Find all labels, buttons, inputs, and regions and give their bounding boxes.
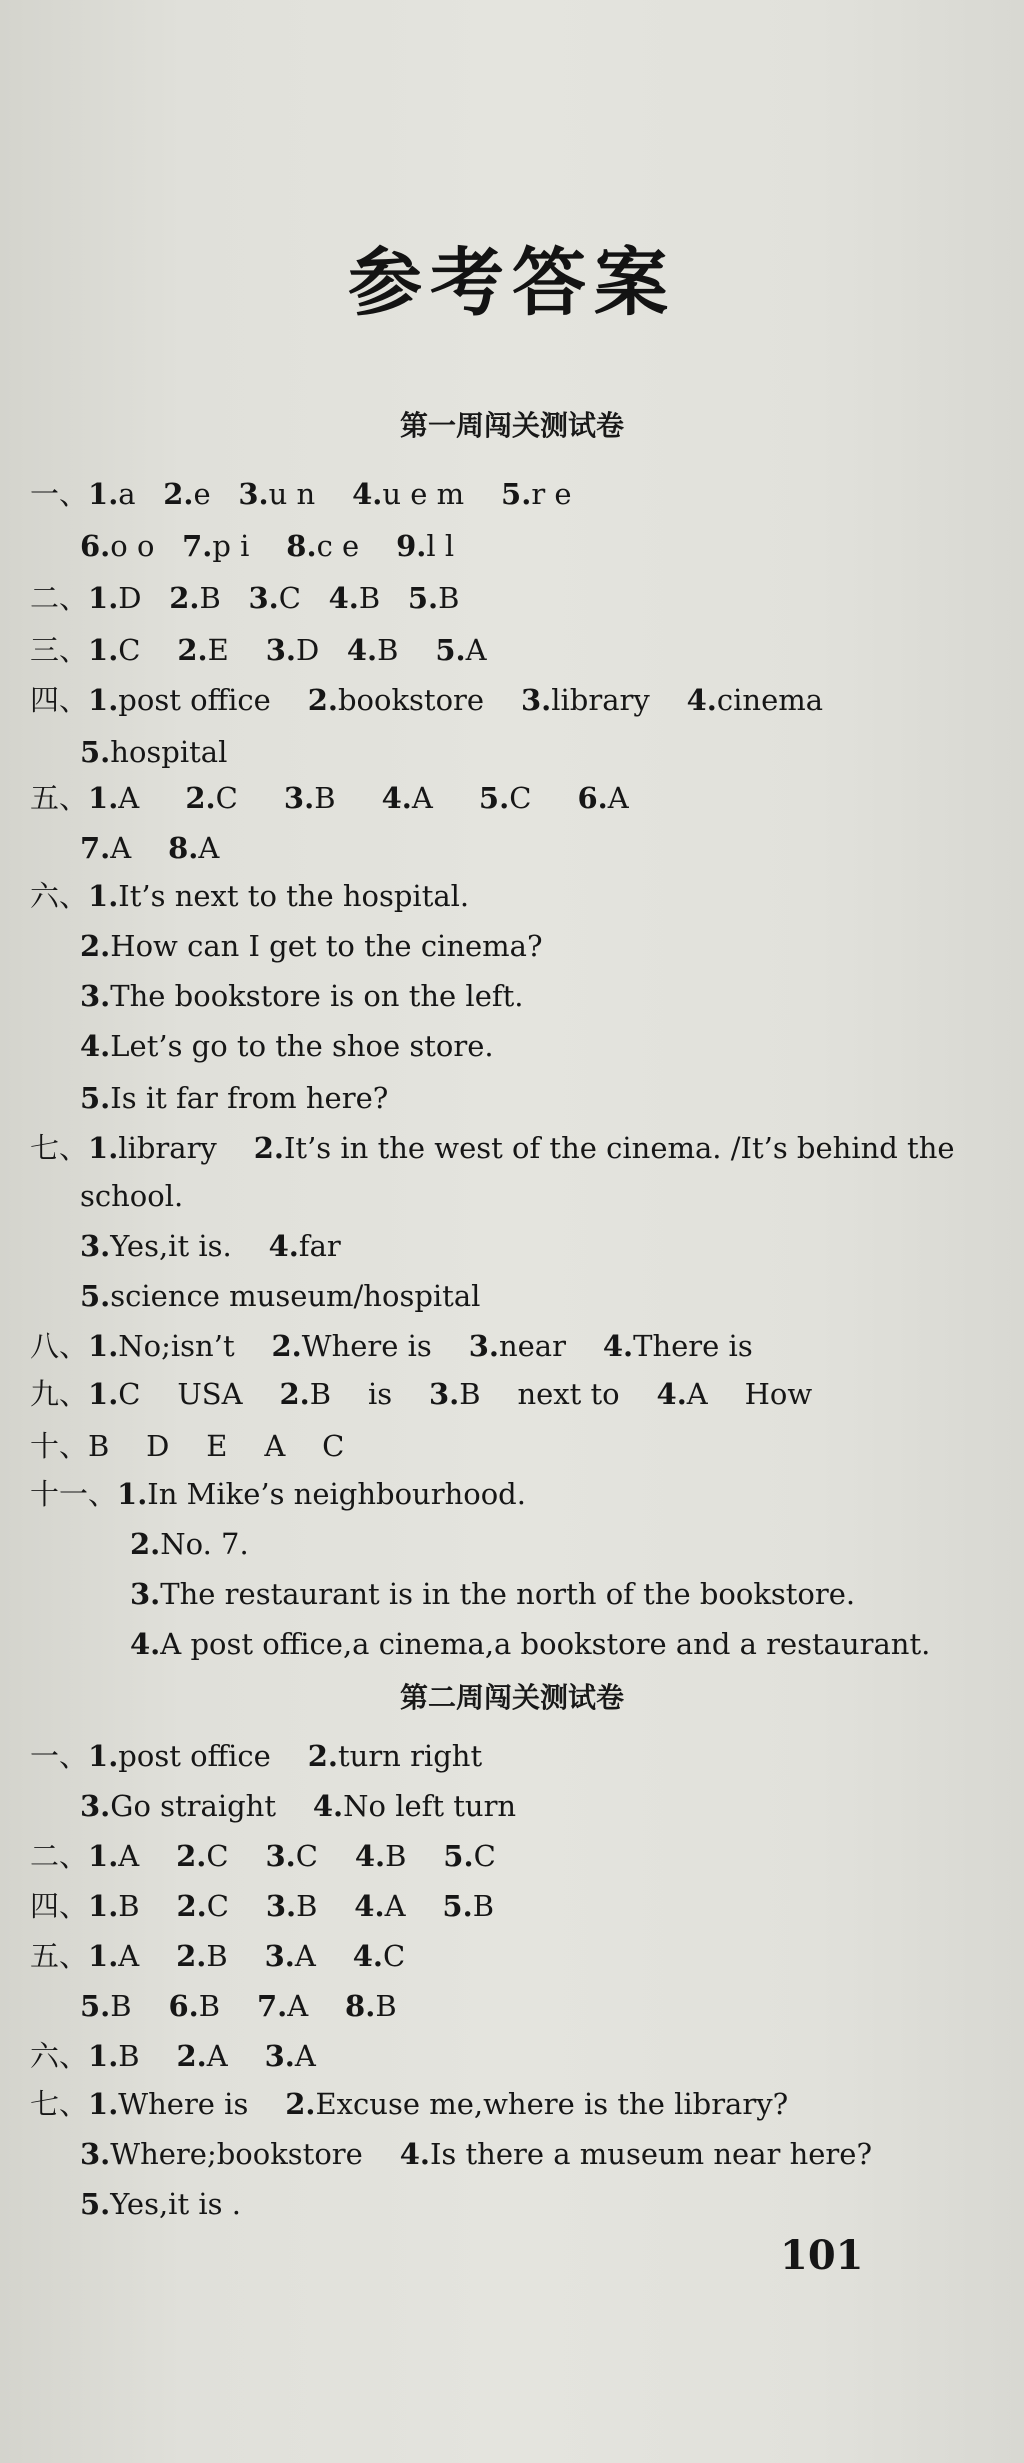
answer-text: B: [377, 633, 436, 667]
answer-text: science museum/hospital: [110, 1279, 481, 1313]
answer-text: Is it far from here?: [110, 1081, 389, 1115]
answer-text: B: [110, 1989, 169, 2023]
item-number: 3.: [80, 1229, 111, 1263]
answer-text: Let’s go to the shoe store.: [110, 1029, 494, 1063]
answer-text: In Mike’s neighbourhood.: [147, 1477, 526, 1511]
item-number: 3.: [265, 1889, 297, 1923]
item-number: 3.: [80, 2137, 111, 2171]
answer-text: B: [296, 1889, 355, 1923]
answer-text: cinema: [716, 683, 824, 717]
answer-text: 七、: [30, 2087, 89, 2121]
answer-text: A: [206, 2039, 265, 2073]
answer-text: No. 7.: [160, 1527, 249, 1561]
answer-text: A: [198, 831, 220, 865]
answer-text: l l: [426, 529, 455, 563]
item-number: 3.: [130, 1577, 161, 1611]
item-number: 1.: [117, 1477, 148, 1511]
answer-text: post office: [118, 1739, 308, 1773]
answer-text: o o: [110, 529, 183, 563]
item-number: 5.: [80, 735, 111, 769]
answer-text: 一、: [30, 477, 89, 511]
item-number: 4.: [328, 581, 359, 615]
answer-line: [30, 1328, 753, 1364]
answer-text: B: [385, 1839, 444, 1873]
answer-line: [30, 1888, 494, 1924]
item-number: 2.: [169, 581, 200, 615]
answer-text: Yes,it is .: [110, 2187, 241, 2221]
answer-text: B is: [309, 1377, 429, 1411]
answer-text: 十、B D E A C: [30, 1429, 345, 1463]
item-number: 1.: [88, 1329, 119, 1363]
answer-text: The bookstore is on the left.: [110, 979, 524, 1013]
answer-line: [80, 1080, 388, 1116]
answer-text: 二、: [30, 1839, 89, 1873]
answer-text: B: [198, 1989, 257, 2023]
item-number: 2.: [307, 683, 338, 717]
answer-text: A: [110, 831, 169, 865]
answer-line: [30, 1428, 344, 1464]
answer-line: [130, 1626, 930, 1662]
item-number: 1.: [88, 2039, 119, 2073]
item-number: 2.: [185, 781, 216, 815]
answer-text: library: [551, 683, 687, 717]
item-number: 5.: [501, 477, 532, 511]
item-number: 4.: [80, 1029, 111, 1063]
answer-text: Where;bookstore: [110, 2137, 400, 2171]
item-number: 3.: [238, 477, 269, 511]
week1-heading: 第一周闯关测试卷: [399, 409, 624, 442]
item-number: 2.: [177, 633, 208, 667]
answer-line: [80, 1178, 183, 1214]
item-number: 1.: [88, 879, 119, 913]
answer-text: 九、: [30, 1377, 89, 1411]
answer-text: B: [472, 1889, 494, 1923]
item-number: 1.: [88, 2087, 119, 2121]
item-number: 5.: [80, 1081, 111, 1115]
answer-text: e: [193, 477, 239, 511]
answer-text: 四、: [30, 1889, 89, 1923]
answer-text: No left turn: [343, 1789, 517, 1823]
answer-text: D: [118, 581, 170, 615]
answer-text: A: [287, 1989, 346, 2023]
answer-line: [80, 528, 454, 564]
answer-line: [30, 1738, 482, 1774]
item-number: 2.: [80, 929, 111, 963]
answer-line: [30, 682, 823, 718]
answer-text: 五、: [30, 1939, 89, 1973]
answer-text: 六、: [30, 879, 89, 913]
answer-text: u n: [268, 477, 353, 511]
item-number: 2.: [176, 1889, 207, 1923]
answer-text: B: [118, 1889, 177, 1923]
item-number: 1.: [88, 1889, 119, 1923]
answer-text: A post office,a cinema,a bookstore and a restaurant.: [160, 1627, 931, 1661]
item-number: 6.: [168, 1989, 199, 2023]
item-number: 4.: [268, 1229, 299, 1263]
answer-text: C USA: [118, 1377, 280, 1411]
answer-text: C: [295, 1839, 355, 1873]
item-number: 9.: [396, 529, 427, 563]
item-number: 2.: [176, 2039, 207, 2073]
answer-text: 四、: [30, 683, 89, 717]
answer-text: r e: [531, 477, 572, 511]
item-number: 7.: [182, 529, 213, 563]
item-number: 1.: [88, 633, 119, 667]
answer-text: 七、: [30, 1131, 89, 1165]
answer-text: C: [278, 581, 329, 615]
item-number: 4.: [354, 1839, 386, 1873]
item-number: 4.: [352, 1939, 383, 1973]
answer-line: [80, 1788, 516, 1824]
answer-line: [80, 1028, 494, 1064]
item-number: 2.: [279, 1377, 310, 1411]
answer-line: [30, 2038, 316, 2074]
answer-text: B: [438, 581, 460, 615]
answer-text: 八、: [30, 1329, 89, 1363]
answer-line: [30, 580, 459, 616]
answer-line: [80, 830, 219, 866]
answer-text: B: [375, 1989, 397, 2023]
item-number: 2.: [176, 1839, 207, 1873]
answer-text: B: [118, 2039, 177, 2073]
answer-text: No;isn’t: [118, 1329, 272, 1363]
answer-line: [30, 1838, 496, 1874]
answer-text: C: [509, 781, 578, 815]
answer-line: [130, 1576, 855, 1612]
answer-text: D: [295, 633, 347, 667]
item-number: 1.: [88, 581, 119, 615]
answer-line: [30, 2086, 788, 2122]
answer-line: [30, 780, 629, 816]
item-number: 2.: [253, 1131, 284, 1165]
item-number: 8.: [345, 1989, 376, 2023]
answer-text: p i: [212, 529, 287, 563]
answer-text: near: [498, 1329, 603, 1363]
answer-text: 二、: [30, 581, 89, 615]
answer-text: 三、: [30, 633, 89, 667]
item-number: 3.: [265, 1839, 296, 1873]
answer-text: Where is: [301, 1329, 469, 1363]
answer-text: A: [118, 1839, 177, 1873]
answer-text: c e: [316, 529, 397, 563]
answer-line: [80, 2186, 241, 2222]
answer-text: How can I get to the cinema?: [110, 929, 543, 963]
item-number: 4.: [312, 1789, 344, 1823]
answer-line: [80, 1228, 341, 1264]
answer-text: A: [118, 1939, 177, 1973]
item-number: 8.: [286, 529, 317, 563]
item-number: 3.: [283, 781, 315, 815]
page-title: 参考答案: [348, 240, 676, 326]
item-number: 2.: [271, 1329, 302, 1363]
item-number: 2.: [307, 1739, 338, 1773]
answer-text: A: [118, 781, 186, 815]
answer-text: B: [206, 1939, 265, 1973]
answer-text: B: [314, 781, 382, 815]
answer-text: A How: [686, 1377, 813, 1411]
item-number: 3.: [80, 979, 111, 1013]
answer-text: A: [294, 1939, 353, 1973]
answer-line: [80, 1988, 397, 2024]
item-number: 1.: [88, 1739, 119, 1773]
answer-text: Where is: [118, 2087, 286, 2121]
answer-line: [80, 734, 227, 770]
answer-text: Go straight: [110, 1789, 313, 1823]
answer-text: C: [206, 1839, 266, 1873]
item-number: 5.: [80, 1279, 111, 1313]
item-number: 3.: [264, 1939, 295, 1973]
item-number: 5.: [442, 1889, 473, 1923]
answer-text: library: [118, 1131, 254, 1165]
answer-text: bookstore: [337, 683, 521, 717]
answer-text: Yes,it is.: [110, 1229, 269, 1263]
answer-text: A: [411, 781, 479, 815]
item-number: 2.: [176, 1939, 207, 1973]
item-number: 5.: [478, 781, 510, 815]
answer-text: school.: [80, 1179, 184, 1213]
item-number: 3.: [248, 581, 279, 615]
item-number: 7.: [256, 1989, 288, 2023]
answer-text: B next to: [459, 1377, 657, 1411]
answer-text: hospital: [110, 735, 228, 769]
answer-line: [30, 1376, 812, 1412]
item-number: 7.: [80, 831, 111, 865]
answer-text: Excuse me,where is the library?: [315, 2087, 789, 2121]
item-number: 5.: [443, 1839, 474, 1873]
answer-text: 五、: [30, 781, 89, 815]
item-number: 4.: [686, 683, 717, 717]
item-number: 5.: [407, 581, 439, 615]
item-number: 6.: [577, 781, 608, 815]
item-number: 5.: [435, 633, 466, 667]
answer-text: 一、: [30, 1739, 89, 1773]
answer-text: The restaurant is in the north of the bookstore.: [160, 1577, 856, 1611]
answer-line: [30, 878, 469, 914]
answer-text: a: [118, 477, 164, 511]
answer-text: B: [358, 581, 408, 615]
item-number: 1.: [88, 1839, 119, 1873]
answer-text: C: [215, 781, 284, 815]
answer-text: There is: [633, 1329, 753, 1363]
page-number: 101: [780, 2232, 864, 2279]
item-number: 3.: [468, 1329, 499, 1363]
answer-line: [30, 632, 487, 668]
answer-text: post office: [118, 683, 308, 717]
item-number: 2.: [285, 2087, 316, 2121]
answer-text: A: [465, 633, 487, 667]
week2-heading: 第二周闯关测试卷: [399, 1681, 624, 1714]
answer-text: turn right: [337, 1739, 483, 1773]
answer-text: A: [607, 781, 629, 815]
item-number: 5.: [80, 1989, 111, 2023]
item-number: 4.: [399, 2137, 430, 2171]
answer-text: C: [118, 633, 178, 667]
item-number: 3.: [80, 1789, 111, 1823]
answer-line: [80, 978, 523, 1014]
item-number: 1.: [88, 1131, 119, 1165]
item-number: 2.: [130, 1527, 161, 1561]
answer-text: Is there a museum near here?: [429, 2137, 873, 2171]
item-number: 3.: [520, 683, 552, 717]
answer-text: u e m: [382, 477, 502, 511]
answer-text: A: [294, 2039, 316, 2073]
answer-text: It’s in the west of the cinema. /It’s behind the: [283, 1131, 955, 1165]
answer-text: B: [199, 581, 249, 615]
item-number: 3.: [265, 633, 296, 667]
answer-text: C: [473, 1839, 496, 1873]
item-number: 3.: [264, 2039, 295, 2073]
item-number: 4.: [346, 633, 378, 667]
answer-line: [80, 1278, 480, 1314]
item-number: 5.: [80, 2187, 111, 2221]
item-number: 1.: [88, 1939, 119, 1973]
answer-text: 六、: [30, 2039, 89, 2073]
item-number: 1.: [88, 477, 119, 511]
answer-line: [130, 1526, 249, 1562]
answer-text: 十一、: [30, 1477, 118, 1511]
item-number: 1.: [88, 683, 119, 717]
answer-text: C: [382, 1939, 406, 1973]
item-number: 6.: [80, 529, 111, 563]
item-number: 3.: [428, 1377, 460, 1411]
item-number: 4.: [352, 477, 383, 511]
answer-text: C: [206, 1889, 266, 1923]
item-number: 2.: [163, 477, 194, 511]
item-number: 4.: [354, 1889, 385, 1923]
answer-line: [80, 928, 543, 964]
item-number: 4.: [130, 1627, 161, 1661]
item-number: 1.: [88, 781, 119, 815]
answer-line: [30, 1476, 526, 1512]
item-number: 8.: [168, 831, 199, 865]
answer-text: E: [207, 633, 266, 667]
item-number: 4.: [602, 1329, 634, 1363]
answer-text: A: [384, 1889, 443, 1923]
answer-line: [30, 1130, 955, 1166]
answer-line: [30, 1938, 405, 1974]
item-number: 4.: [656, 1377, 687, 1411]
answer-text: far: [298, 1229, 341, 1263]
item-number: 1.: [88, 1377, 119, 1411]
answer-line: [80, 2136, 872, 2172]
answer-line: [30, 476, 572, 512]
item-number: 4.: [381, 781, 412, 815]
answer-text: It’s next to the hospital.: [118, 879, 470, 913]
